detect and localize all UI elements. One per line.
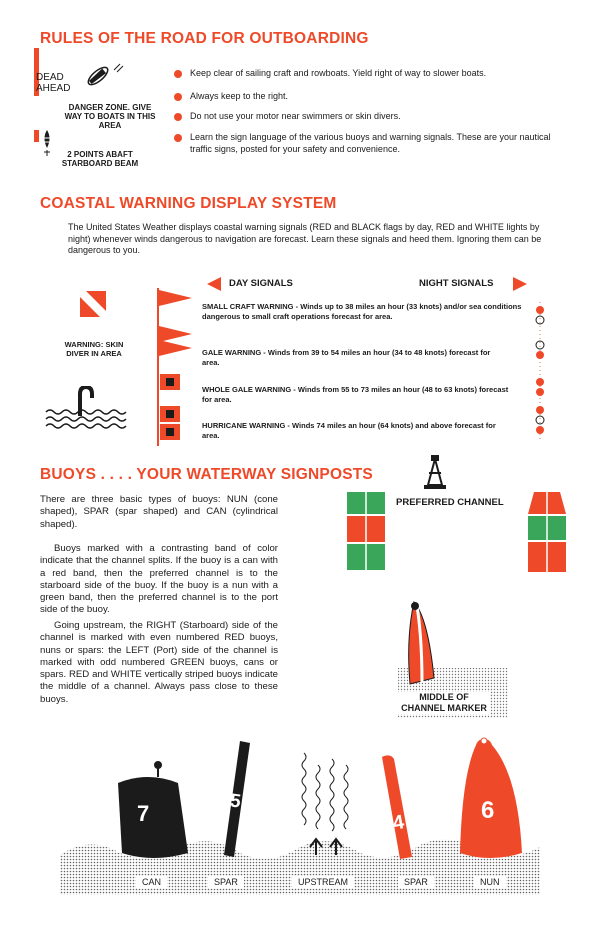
coastal-heading: COASTAL WARNING DISPLAY SYSTEM (40, 195, 337, 212)
night-signals-label: NIGHT SIGNALS (419, 278, 494, 289)
preferred-channel-label: PREFERRED CHANNEL (396, 497, 504, 508)
preferred-channel-nun (526, 488, 568, 574)
warning-hurricane: HURRICANE WARNING - Winds 74 miles an hour (64 knots) and above forecast for area. (202, 421, 496, 440)
spar-right-number: 4 (391, 811, 406, 835)
night-signals-graphic (532, 298, 548, 444)
rule-bullet-2: Always keep to the right. (176, 91, 556, 103)
diver-icon (40, 386, 136, 430)
spar-left-label: SPAR (208, 876, 244, 888)
diver-label: WARNING: SKIN DIVER IN AREA (64, 340, 124, 358)
rule-bullet-3: Do not use your motor near swimmers or skin divers. (176, 111, 556, 123)
buoys-paragraph-2: Buoys marked with a contrasting band of color indicate that the channel splits. If the buoy is a can with a red band, then the preferred channel is to the starboard side of the buoy. If the buoy is a nun with a green band, then the preferred channel is to the port side of the buoy. (40, 543, 278, 616)
wake-lines-icon (114, 64, 123, 72)
diver-flag-icon (80, 291, 106, 317)
rule-bullet-4: Learn the sign language of the various buoys and warning signals. These are your nautical traffic signs, posted for your safety and convenience. (176, 132, 556, 155)
bullet-dot (174, 134, 182, 142)
nun-number: 6 (481, 797, 495, 824)
pennant-small-craft (159, 290, 192, 306)
coastal-intro: The United States Weather displays coastal warning signals (RED and BLACK flags by day, RED and WHITE lights by night) whenever winds dangerous to navigation are forecast. Learn these signals and heed them. Ignoring them can be dangerous to you. (68, 222, 542, 255)
rules-heading: RULES OF THE ROAD FOR OUTBOARDING (40, 30, 369, 47)
danger-zone-label: DANGER ZONE. GIVE WAY TO BOATS IN THIS AREA (64, 103, 156, 130)
dead-ahead-label: DEAD AHEAD (36, 72, 71, 94)
warning-small-craft: SMALL CRAFT WARNING - Winds up to 38 miles an hour (33 knots) and/or sea conditions dangerous to small craft operations forecast for area. (202, 302, 522, 321)
spar-left-number: 5 (228, 790, 243, 813)
buoys-paragraph-3: Going upstream, the RIGHT (Starboard) side of the channel is marked with even numbered RED buoys, nuns or spars: the LEFT (Port) side of the channel is marked with odd numbered GREEN buoys, cans or spars. RED and WHITE vertically striped buoys indicate the middle of a channel. Always pass close to these buoys. (40, 620, 278, 705)
own-boat-icon (43, 130, 51, 156)
buoys-paragraph-1: There are three basic types of buoys: NUN (cone shaped), SPAR (spar shaped) and CAN (cylindrical shaped). (40, 494, 278, 530)
day-arrow-icon (207, 277, 225, 291)
day-signals-label: DAY SIGNALS (229, 278, 293, 289)
buoys-heading: BUOYS . . . . YOUR WATERWAY SIGNPOSTS (40, 466, 373, 483)
middle-channel-label: MIDDLE OF CHANNEL MARKER (398, 692, 490, 714)
rule-bullet-1: Keep clear of sailing craft and rowboats. Yield right of way to slower boats. (176, 68, 556, 80)
upstream-arrows-icon (302, 753, 348, 855)
warning-whole-gale: WHOLE GALE WARNING - Winds from 55 to 73 miles an hour (48 to 63 knots) forecast for area. (202, 385, 509, 404)
bullet-dot (174, 113, 182, 121)
danger-bar-bottom (34, 130, 39, 142)
night-arrow-icon (513, 277, 531, 291)
points-abaft-label: 2 POINTS ABAFT STARBOARD BEAM (61, 150, 139, 168)
bullet-dot (174, 70, 182, 78)
preferred-channel-can (345, 490, 387, 572)
bullet-dot (174, 93, 182, 101)
can-buoy (118, 761, 188, 858)
buoy-types-illustration (60, 735, 540, 895)
pennant-gale-1 (159, 326, 192, 342)
spar-buoy-right (382, 755, 412, 859)
can-number: 7 (137, 801, 150, 826)
day-signals-graphic (148, 288, 198, 448)
lighthouse-buoy-icon (420, 455, 450, 491)
spar-right-label: SPAR (398, 876, 434, 888)
nun-label: NUN (474, 876, 506, 888)
can-label: CAN (136, 876, 167, 888)
warning-gale: GALE WARNING - Winds from 39 to 54 miles an hour (34 to 48 knots) forecast for area. (202, 348, 491, 367)
upstream-label: UPSTREAM (292, 876, 354, 888)
pennant-gale-2 (159, 340, 192, 356)
boat-icon (86, 64, 111, 87)
